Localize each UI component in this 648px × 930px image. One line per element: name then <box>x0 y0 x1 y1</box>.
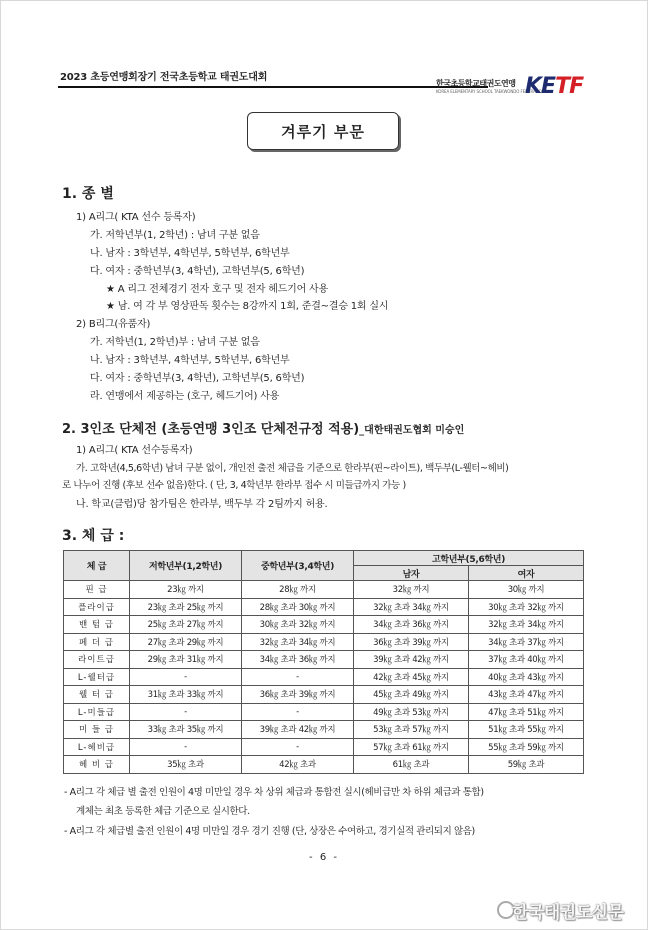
table-row <box>64 668 584 686</box>
table-cell: 34㎏ 초과 36㎏ 까지 <box>242 651 354 669</box>
table-cell: 34㎏ 초과 37㎏ 까지 <box>469 633 584 651</box>
header-female: 여자 <box>469 566 584 581</box>
weight-class-name: L-웰터급 <box>64 668 130 686</box>
table-cell: 49㎏ 초과 53㎏ 까지 <box>354 703 469 721</box>
watermark: 한국태권도신문 <box>512 903 624 923</box>
table-cell: 28㎏ 초과 30㎏ 까지 <box>242 598 354 616</box>
page-title: 겨루기 부문 <box>247 112 399 150</box>
weight-class-table <box>63 550 584 774</box>
table-row <box>64 616 584 634</box>
table-row <box>64 633 584 651</box>
table-cell: - <box>242 738 354 756</box>
table-cell: 57㎏ 초과 61㎏ 까지 <box>354 738 469 756</box>
table-cell: 42㎏ 초과 <box>242 756 354 774</box>
section1-heading: 1. 종 별 <box>62 186 114 202</box>
table-row <box>64 721 584 739</box>
table-cell: 55㎏ 초과 59㎏ 까지 <box>469 738 584 756</box>
table-cell: 43㎏ 초과 47㎏ 까지 <box>469 686 584 704</box>
section1-line: 1) A리그( KTA 선수 등록자) <box>76 212 196 223</box>
section1-line: 가. 저학년(1, 2학년)부 : 남녀 구분 없음 <box>90 337 260 348</box>
section1-line: ★ A 리그 전체경기 전자 호구 및 전자 헤드기어 사용 <box>106 284 328 295</box>
table-cell: 36㎏ 초과 39㎏ 까지 <box>242 686 354 704</box>
table-cell: 42㎏ 초과 45㎏ 까지 <box>354 668 469 686</box>
table-cell: 23㎏ 초과 25㎏ 까지 <box>130 598 242 616</box>
table-cell: 32㎏ 초과 34㎏ 까지 <box>469 616 584 634</box>
header-mid-grade: 중학년부(3,4학년) <box>242 551 354 581</box>
section1-line: 나. 남자 : 3학년부, 4학년부, 5학년부, 6학년부 <box>90 355 290 366</box>
weight-class-name: 페 더 급 <box>64 633 130 651</box>
table-cell: 40㎏ 초과 43㎏ 까지 <box>469 668 584 686</box>
table-cell: 51㎏ 초과 55㎏ 까지 <box>469 721 584 739</box>
table-cell: 28㎏ 까지 <box>242 581 354 599</box>
table-cell: 59㎏ 초과 <box>469 756 584 774</box>
table-cell: - <box>242 703 354 721</box>
logo-main: KE <box>525 74 556 99</box>
section2-heading <box>62 418 464 437</box>
weight-class-name: 플라이급 <box>64 598 130 616</box>
table-cell: - <box>130 668 242 686</box>
section1-line: 2) B리그(유품자) <box>76 319 151 330</box>
weight-class-name: 웰 터 급 <box>64 686 130 704</box>
weight-class-name: L-헤비급 <box>64 738 130 756</box>
section2-line: 로 나누어 진행 (후보 선수 없음)한다. ( 단, 3, 4학년부 한라부 접수 시 미들급까지 가능 ) <box>62 480 406 491</box>
table-cell: 30㎏ 초과 32㎏ 까지 <box>242 616 354 634</box>
note-line: - A리그 각 체급별 출전 인원이 4명 미만일 경우 경기 진행 (단, 상장은 수여하고, 경기실적 관리되지 않음) <box>64 826 475 837</box>
weight-class-name: 미 들 급 <box>64 721 130 739</box>
table-cell: 25㎏ 초과 27㎏ 까지 <box>130 616 242 634</box>
table-row <box>64 686 584 704</box>
table-cell: 31㎏ 초과 33㎏ 까지 <box>130 686 242 704</box>
table-cell: 27㎏ 초과 29㎏ 까지 <box>130 633 242 651</box>
table-cell: - <box>242 668 354 686</box>
page-number: - 6 - <box>309 852 339 863</box>
table-row <box>64 651 584 669</box>
table-cell: 33㎏ 초과 35㎏ 까지 <box>130 721 242 739</box>
table-row <box>64 703 584 721</box>
section2-heading-tag: _대한태권도협회 미승인 <box>359 425 465 436</box>
section1-line: ★ 남. 여 각 부 영상판독 횟수는 8강까지 1회, 준결~결승 1회 실시 <box>106 301 389 312</box>
section2-line: 가. 고학년(4,5,6학년) 남녀 구분 없이, 개인전 출전 체급을 기준으로 한라부(핀~라이트), 백두부(L-웰터~헤비) <box>76 463 509 474</box>
table-cell: 34㎏ 초과 36㎏ 까지 <box>354 616 469 634</box>
section1-line: 나. 남자 : 3학년부, 4학년부, 5학년부, 6학년부 <box>90 248 290 259</box>
table-cell: 53㎏ 초과 57㎏ 까지 <box>354 721 469 739</box>
section1-line: 가. 저학년부(1, 2학년) : 남녀 구분 없음 <box>90 230 260 241</box>
section2-line: 나. 학교(클럽)당 참가팀은 한라부, 백두부 각 2팀까지 허용. <box>76 499 328 510</box>
table-cell: 37㎏ 초과 40㎏ 까지 <box>469 651 584 669</box>
table-cell: 32㎏ 까지 <box>354 581 469 599</box>
note-line: - A리그 각 체급 별 출전 인원이 4명 미만일 경우 차 상위 체급과 통합전 실시(헤비급만 차 하위 체급과 통합) <box>64 787 484 798</box>
note-line: 계체는 최초 등록한 체급 기준으로 실시한다. <box>76 806 250 817</box>
table-cell: 47㎏ 초과 51㎏ 까지 <box>469 703 584 721</box>
table-row <box>64 756 584 774</box>
section1-line: 다. 여자 : 중학년부(3, 4학년), 고학년부(5, 6학년) <box>90 373 305 384</box>
header-low-grade: 저학년부(1,2학년) <box>130 551 242 581</box>
table-cell: - <box>130 738 242 756</box>
table-cell: 32㎏ 초과 34㎏ 까지 <box>354 598 469 616</box>
table-cell: 23㎏ 까지 <box>130 581 242 599</box>
event-title: 2023 초등연맹회장기 전국초등학교 태권도대회 <box>60 72 268 83</box>
table-row <box>64 581 584 599</box>
weight-class-name: 라이트급 <box>64 651 130 669</box>
section1-line: 라. 연맹에서 제공하는 (호구, 헤드기어) 사용 <box>90 391 280 402</box>
table-cell: - <box>130 703 242 721</box>
table-cell: 45㎏ 초과 49㎏ 까지 <box>354 686 469 704</box>
table-cell: 32㎏ 초과 34㎏ 까지 <box>242 633 354 651</box>
table-cell: 36㎏ 초과 39㎏ 까지 <box>354 633 469 651</box>
logo-accent: TF <box>555 74 584 99</box>
header-rule <box>58 86 488 88</box>
ketf-logo <box>525 74 583 99</box>
org-name: 한국초등학교태권도연맹 <box>436 79 516 88</box>
section1-line: 다. 여자 : 중학년부(3, 4학년), 고학년부(5, 6학년) <box>90 266 305 277</box>
table-cell: 39㎏ 초과 42㎏ 까지 <box>354 651 469 669</box>
table-cell: 35㎏ 초과 <box>130 756 242 774</box>
table-cell: 30㎏ 까지 <box>469 581 584 599</box>
table-cell: 30㎏ 초과 32㎏ 까지 <box>469 598 584 616</box>
weight-class-name: 핀 급 <box>64 581 130 599</box>
section3-heading: 3. 체 급 : <box>62 528 125 544</box>
section2-line: 1) A리그( KTA 선수등록자) <box>76 445 193 456</box>
table-cell: 29㎏ 초과 31㎏ 까지 <box>130 651 242 669</box>
header-high-grade: 고학년부(5,6학년) <box>354 551 584 566</box>
header-male: 남자 <box>354 566 469 581</box>
org-subtitle: KOREA ELEMENTARY SCHOOL TAEKWONDO FEDERATION <box>436 89 545 94</box>
table-row <box>64 738 584 756</box>
header-category: 체 급 <box>64 551 130 581</box>
section2-heading-text: 2. 3인조 단체전 (초등연맹 3인조 단체전규정 적용) <box>62 422 360 437</box>
table-row <box>64 598 584 616</box>
weight-class-name: 밴 텀 급 <box>64 616 130 634</box>
weight-class-name: 헤 비 급 <box>64 756 130 774</box>
table-cell: 39㎏ 초과 42㎏ 까지 <box>242 721 354 739</box>
table-cell: 61㎏ 초과 <box>354 756 469 774</box>
weight-class-name: L-미들급 <box>64 703 130 721</box>
